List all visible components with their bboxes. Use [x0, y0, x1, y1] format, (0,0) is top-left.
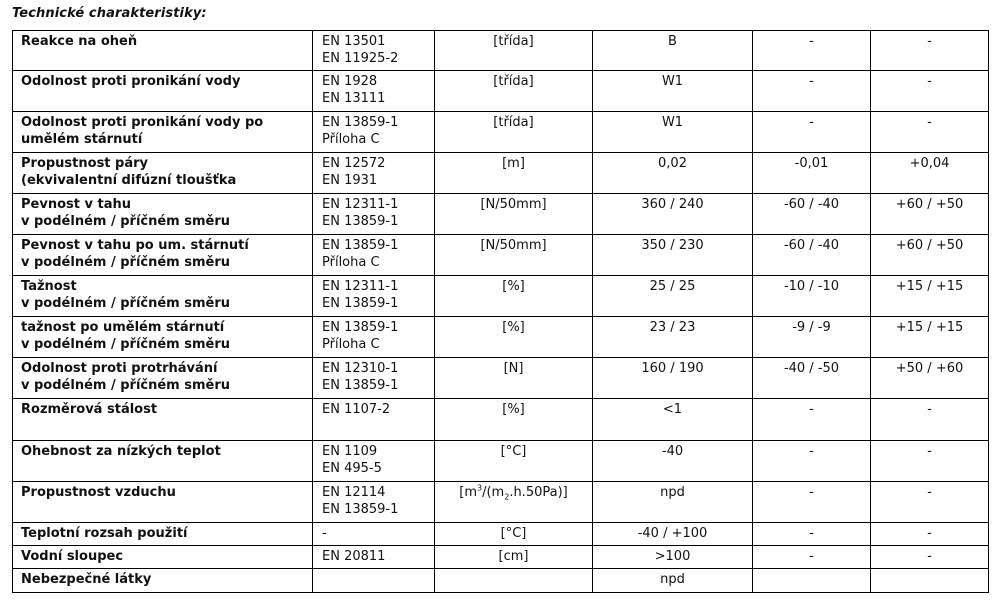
value-cell: 0,02 — [593, 153, 753, 194]
unit-cell: [%] — [435, 276, 593, 317]
tolerance-plus-cell: - — [871, 523, 989, 546]
table-row — [13, 317, 989, 358]
value-cell: W1 — [593, 71, 753, 112]
tolerance-plus-cell: - — [871, 441, 989, 482]
tolerance-minus-cell — [753, 569, 871, 593]
tolerance-minus-cell: - — [753, 441, 871, 482]
table-row — [13, 546, 989, 569]
technical-characteristics-table — [12, 30, 989, 593]
norm-cell: EN 12114 EN 13859-1 — [313, 482, 435, 523]
table-row — [13, 358, 989, 399]
value-cell: 23 / 23 — [593, 317, 753, 358]
unit-cell — [435, 569, 593, 593]
property-cell: Tažnost v podélném / příčném směru — [13, 276, 313, 317]
norm-cell: EN 1107-2 — [313, 399, 435, 441]
tolerance-plus-cell: - — [871, 71, 989, 112]
tolerance-minus-cell: - — [753, 399, 871, 441]
property-cell: Teplotní rozsah použití — [13, 523, 313, 546]
value-cell: >100 — [593, 546, 753, 569]
unit-cell: [N/50mm] — [435, 194, 593, 235]
tolerance-plus-cell: +0,04 — [871, 153, 989, 194]
tolerance-minus-cell: -40 / -50 — [753, 358, 871, 399]
norm-cell: - — [313, 523, 435, 546]
tolerance-plus-cell: - — [871, 112, 989, 153]
unit-cell: [cm] — [435, 546, 593, 569]
norm-cell — [313, 569, 435, 593]
value-cell: 25 / 25 — [593, 276, 753, 317]
tolerance-plus-cell — [871, 569, 989, 593]
tolerance-plus-cell: - — [871, 546, 989, 569]
property-cell: Odolnost proti pronikání vody — [13, 71, 313, 112]
tolerance-plus-cell: +50 / +60 — [871, 358, 989, 399]
norm-cell: EN 13859-1 Příloha C — [313, 112, 435, 153]
value-cell: -40 / +100 — [593, 523, 753, 546]
unit-cell: [N] — [435, 358, 593, 399]
value-cell: <1 — [593, 399, 753, 441]
property-cell: Ohebnost za nízkých teplot — [13, 441, 313, 482]
norm-cell: EN 1928 EN 13111 — [313, 71, 435, 112]
unit-cell: [°C] — [435, 523, 593, 546]
tolerance-plus-cell: - — [871, 31, 989, 71]
tolerance-minus-cell: - — [753, 31, 871, 71]
property-cell: Rozměrová stálost — [13, 399, 313, 441]
unit-cell: $[m^3/(m_2.h.50Pa)]$ — [435, 482, 593, 523]
unit-cell: [m] — [435, 153, 593, 194]
unit-cell: [třída] — [435, 112, 593, 153]
tolerance-minus-cell: - — [753, 546, 871, 569]
property-cell: Pevnost v tahu v podélném / příčném směru — [13, 194, 313, 235]
table-row — [13, 71, 989, 112]
property-cell: tažnost po umělém stárnutí v podélném / příčném směru — [13, 317, 313, 358]
table-row — [13, 194, 989, 235]
norm-cell: EN 13859-1 Příloha C — [313, 317, 435, 358]
tolerance-minus-cell: -60 / -40 — [753, 194, 871, 235]
table-row — [13, 399, 989, 441]
value-cell: npd — [593, 569, 753, 593]
property-cell: Odolnost proti protrhávání v podélném / příčném směru — [13, 358, 313, 399]
table-row — [13, 235, 989, 276]
table-row — [13, 31, 989, 71]
tolerance-plus-cell: - — [871, 399, 989, 441]
value-cell: B — [593, 31, 753, 71]
table-row — [13, 482, 989, 523]
tolerance-minus-cell: -10 / -10 — [753, 276, 871, 317]
unit-cell: [°C] — [435, 441, 593, 482]
value-cell: W1 — [593, 112, 753, 153]
tolerance-minus-cell: - — [753, 71, 871, 112]
norm-cell: EN 12572 EN 1931 — [313, 153, 435, 194]
unit-cell: [třída] — [435, 31, 593, 71]
section-heading: Technické charakteristiky: — [12, 6, 207, 21]
tolerance-minus-cell: - — [753, 112, 871, 153]
value-cell: npd — [593, 482, 753, 523]
norm-cell: EN 13859-1 Příloha C — [313, 235, 435, 276]
unit-cell: [%] — [435, 317, 593, 358]
property-cell: Reakce na oheň — [13, 31, 313, 71]
table-row — [13, 112, 989, 153]
table-row — [13, 569, 989, 593]
norm-cell: EN 12311-1 EN 13859-1 — [313, 276, 435, 317]
tolerance-plus-cell: +15 / +15 — [871, 276, 989, 317]
value-cell: -40 — [593, 441, 753, 482]
norm-cell: EN 1109 EN 495-5 — [313, 441, 435, 482]
tolerance-plus-cell: - — [871, 482, 989, 523]
tolerance-minus-cell: -9 / -9 — [753, 317, 871, 358]
tolerance-minus-cell: - — [753, 482, 871, 523]
tolerance-minus-cell: -60 / -40 — [753, 235, 871, 276]
value-cell: 360 / 240 — [593, 194, 753, 235]
tolerance-minus-cell: - — [753, 523, 871, 546]
property-cell: Propustnost vzduchu — [13, 482, 313, 523]
unit-cell: [třída] — [435, 71, 593, 112]
property-cell: Propustnost páry (ekvivalentní difúzní tloušťka — [13, 153, 313, 194]
norm-cell: EN 12310-1 EN 13859-1 — [313, 358, 435, 399]
property-cell: Pevnost v tahu po um. stárnutí v podélném / příčném směru — [13, 235, 313, 276]
norm-cell: EN 12311-1 EN 13859-1 — [313, 194, 435, 235]
norm-cell: EN 20811 — [313, 546, 435, 569]
unit-cell: [N/50mm] — [435, 235, 593, 276]
property-cell: Odolnost proti pronikání vody po umělém stárnutí — [13, 112, 313, 153]
value-cell: 350 / 230 — [593, 235, 753, 276]
property-cell: Nebezpečné látky — [13, 569, 313, 593]
table-row — [13, 523, 989, 546]
table-row — [13, 441, 989, 482]
tolerance-plus-cell: +60 / +50 — [871, 194, 989, 235]
tolerance-minus-cell: -0,01 — [753, 153, 871, 194]
table-row — [13, 276, 989, 317]
value-cell: 160 / 190 — [593, 358, 753, 399]
norm-cell: EN 13501 EN 11925-2 — [313, 31, 435, 71]
table-row — [13, 153, 989, 194]
tolerance-plus-cell: +15 / +15 — [871, 317, 989, 358]
property-cell: Vodní sloupec — [13, 546, 313, 569]
tolerance-plus-cell: +60 / +50 — [871, 235, 989, 276]
unit-cell: [%] — [435, 399, 593, 441]
